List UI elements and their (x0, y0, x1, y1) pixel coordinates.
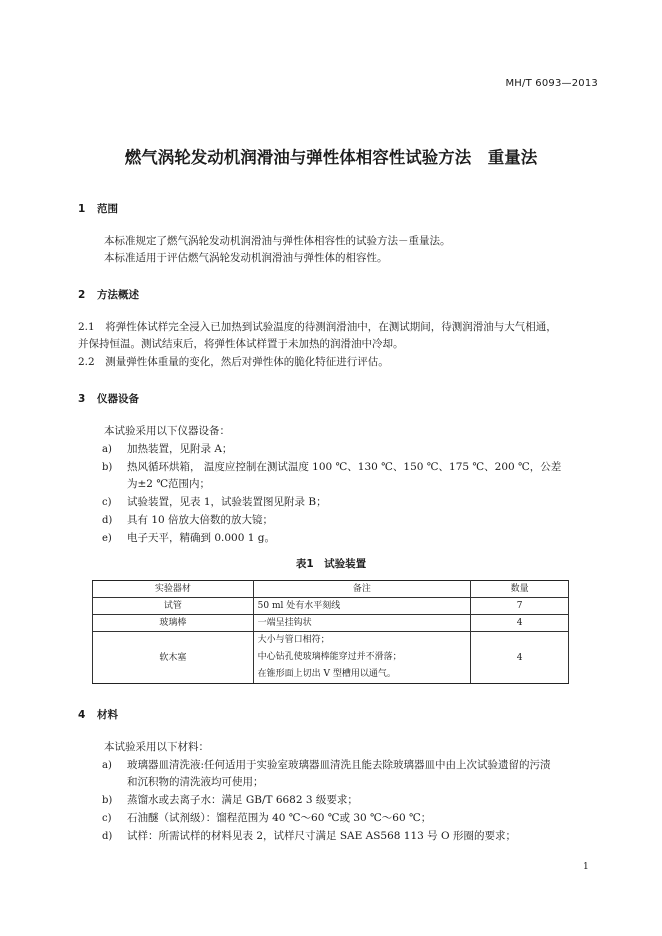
cell-qty: 7 (471, 598, 569, 615)
document-title: 燃气涡轮发动机润滑油与弹性体相容性试验方法 重量法 (124, 148, 538, 167)
list-item-letter: e) (102, 533, 112, 544)
list-item-letter: a) (102, 444, 112, 455)
list-item-letter: b) (102, 462, 113, 473)
cell-notes: 50 ml 处有水平刻线 (253, 598, 471, 615)
equipment-table (92, 580, 569, 684)
list-item: 试样：所需试样的材料见表 2，试样尺寸满足 SAE AS568 113 号 O 形圈的要求； (127, 830, 516, 842)
list-item: 试验装置，见表 1，试验装置图见附录 B； (127, 496, 327, 508)
page-number: 1 (583, 862, 589, 872)
section-4-heading (78, 707, 118, 722)
note-line: 在锥形面上切出 V 型槽用以通气。 (257, 669, 396, 679)
section-number: 1 (78, 203, 86, 215)
list-item: 玻璃器皿清洗液:任何适用于实验室玻璃器皿清洗且能去除玻璃器皿中由上次试验遗留的污渍 (127, 759, 551, 771)
paragraph: 本标准规定了燃气涡轮发动机润滑油与弹性体相容性的试验方法－重量法。 (104, 235, 451, 247)
document-code: MH/T 6093—2013 (505, 78, 598, 89)
table-row (93, 615, 569, 632)
cell-item: 试管 (93, 598, 254, 615)
note-line: 大小与管口相符； (257, 635, 330, 645)
list-item: 蒸馏水或去离子水：满足 GB/T 6682 3 级要求； (127, 794, 358, 806)
table-caption: 表1 试验装置 (295, 558, 367, 570)
list-item-continuation: 为±2 ℃范围内； (127, 478, 211, 490)
list-item-continuation: 和沉积物的清洗液均可使用； (127, 776, 264, 788)
paragraph: 本标准适用于评估燃气涡轮发动机润滑油与弹性体的相容性。 (104, 252, 388, 264)
list-item-letter: a) (102, 760, 112, 771)
cell-item: 软木塞 (93, 632, 254, 684)
section-title: 仪器设备 (97, 393, 139, 405)
list-item: 石油醚（试剂级）：馏程范围为 40 ℃～60 ℃或 30 ℃～60 ℃； (127, 812, 432, 824)
section-title: 范围 (97, 203, 118, 215)
column-header: 数量 (471, 581, 569, 598)
column-header: 实验器材 (93, 581, 254, 598)
list-intro: 本试验采用以下材料： (104, 741, 209, 753)
section-number: 4 (78, 709, 86, 721)
list-item-letter: b) (102, 795, 113, 806)
note-line: 中心钻孔使玻璃棒能穿过并不滑落； (257, 652, 402, 662)
section-title: 方法概述 (97, 289, 139, 301)
list-item: 具有 10 倍放大倍数的放大镜； (127, 514, 274, 526)
list-intro: 本试验采用以下仪器设备： (104, 425, 230, 437)
list-item: 电子天平，精确到 0.000 1 g。 (127, 532, 275, 544)
list-item-letter: d) (102, 831, 113, 842)
section-3-heading (78, 391, 139, 406)
list-item-letter: d) (102, 515, 113, 526)
table-header-row (93, 581, 569, 598)
list-item: 热风循环烘箱， 温度应控制在测试温度 100 ℃、130 ℃、150 ℃、175 ℃、200 ℃，公差 (127, 461, 562, 473)
section-number: 2 (78, 289, 86, 301)
table-row (93, 632, 569, 684)
clause-2-1-line-2: 并保持恒温。测试结束后，将弹性体试样置于未加热的润滑油中冷却。 (78, 338, 404, 350)
table-row (93, 598, 569, 615)
list-item-letter: c) (102, 497, 112, 508)
section-number: 3 (78, 393, 86, 405)
column-header: 备注 (253, 581, 471, 598)
list-item-letter: c) (102, 813, 112, 824)
clause-2-2: 2.2 测量弹性体重量的变化，然后对弹性体的脆化特征进行评估。 (78, 356, 389, 368)
list-item: 加热装置，见附录 A； (127, 443, 233, 455)
clause-2-1-line-1: 2.1 将弹性体试样完全浸入已加热到试验温度的待测润滑油中，在测试期间，待测润滑油与大气相通， (78, 321, 557, 333)
cell-qty: 4 (471, 615, 569, 632)
cell-qty: 4 (471, 632, 569, 684)
section-2-heading (78, 287, 139, 302)
section-1-heading (78, 201, 118, 216)
cell-item: 玻璃棒 (93, 615, 254, 632)
cell-notes: 一端呈挂钩状 (253, 615, 471, 632)
cell-notes (253, 632, 471, 684)
section-title: 材料 (97, 709, 118, 721)
